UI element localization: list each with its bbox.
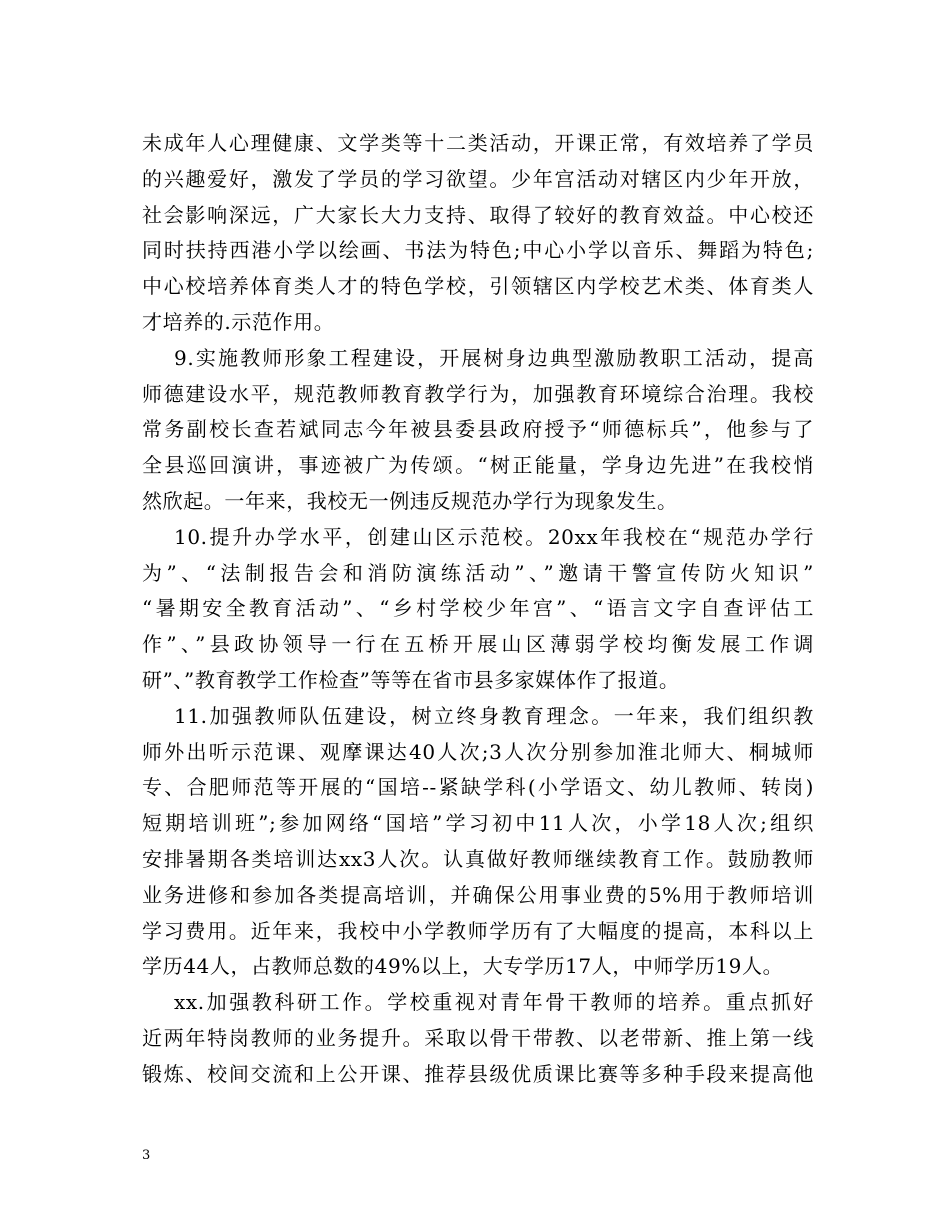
paragraph-10-first-line: 10.提升办学水平，创建山区示范校。20xx年我校在“规范办学行 — [174, 524, 814, 549]
text-line: 全县巡回演讲，事迹被广为传颂。“树正能量，学身边先进”在我校悄 — [142, 453, 814, 478]
text-line: 作”、”县政协领导一行在五桥开展山区薄弱学校均衡发展工作调 — [142, 632, 814, 657]
text-line: 同时扶持西港小学以绘画、书法为特色;中心小学以音乐、舞蹈为特色; — [142, 238, 814, 263]
text-line: 未成年人心理健康、文学类等十二类活动，开课正常，有效培养了学员 — [142, 131, 814, 155]
body-text — [142, 126, 814, 1093]
text-line: 然欣起。一年来，我校无一例违反规范办学行为现象发生。 — [142, 488, 678, 513]
text-line: 师德建设水平，规范教师教育教学行为，加强教育环境综合治理。我校 — [142, 381, 814, 406]
text-line: 锻炼、校间交流和上公开课、推荐县级优质课比赛等多种手段来提高他 — [142, 1061, 814, 1086]
text-line: 师外出听示范课、观摩课达40人次;3人次分别参加淮北师大、桐城师 — [142, 739, 814, 764]
text-line: 安排暑期各类培训达xx3人次。认真做好教师继续教育工作。鼓励教师 — [142, 846, 814, 871]
text-line: 短期培训班”;参加网络“国培”学习初中11人次，小学18人次;组织 — [142, 811, 814, 836]
text-line: 常务副校长查若斌同志今年被县委县政府授予“师德标兵”，他参与了 — [142, 417, 814, 442]
page-number: 3 — [142, 1148, 151, 1163]
text-line: “暑期安全教育活动”、“乡村学校少年宫”、“语言文字自查评估工 — [142, 596, 814, 621]
paragraph-11-first-line: 11.加强教师队伍建设，树立终身教育理念。一年来，我们组织教 — [174, 703, 814, 728]
text-line: 近两年特岗教师的业务提升。采取以骨干带教、以老带新、推上第一线 — [142, 1025, 814, 1050]
text-line: 学历44人，占教师总数的49%以上，大专学历17人，中师学历19人。 — [142, 954, 784, 979]
text-line: 中心校培养体育类人才的特色学校，引领辖区内学校艺术类、体育类人 — [142, 274, 814, 299]
text-line: 专、合肥师范等开展的“国培--紧缺学科(小学语文、幼儿教师、转岗) — [142, 775, 814, 800]
text-line: 的兴趣爱好，激发了学员的学习欲望。少年宫活动对辖区内少年开放， — [142, 166, 814, 191]
paragraph-xx-first-line: xx.加强教科研工作。学校重视对青年骨干教师的培养。重点抓好 — [174, 990, 814, 1015]
text-line: 学习费用。近年来，我校中小学教师学历有了大幅度的提高，本科以上 — [142, 918, 814, 943]
text-line: 为”、“法制报告会和消防演练活动”、”邀请干警宣传防火知识” — [142, 560, 814, 585]
text-line: 业务进修和参加各类提高培训，并确保公用事业费的5%用于教师培训 — [142, 882, 814, 907]
text-line: 才培养的.示范作用。 — [142, 309, 335, 334]
text-line: 研”、”教育教学工作检查”等等在省市县多家媒体作了报道。 — [142, 667, 680, 692]
paragraph-9-first-line: 9.实施教师形象工程建设，开展树身边典型激励教职工活动，提高 — [174, 345, 814, 370]
text-line: 社会影响深远，广大家长大力支持、取得了较好的教育效益。中心校还 — [142, 202, 814, 227]
